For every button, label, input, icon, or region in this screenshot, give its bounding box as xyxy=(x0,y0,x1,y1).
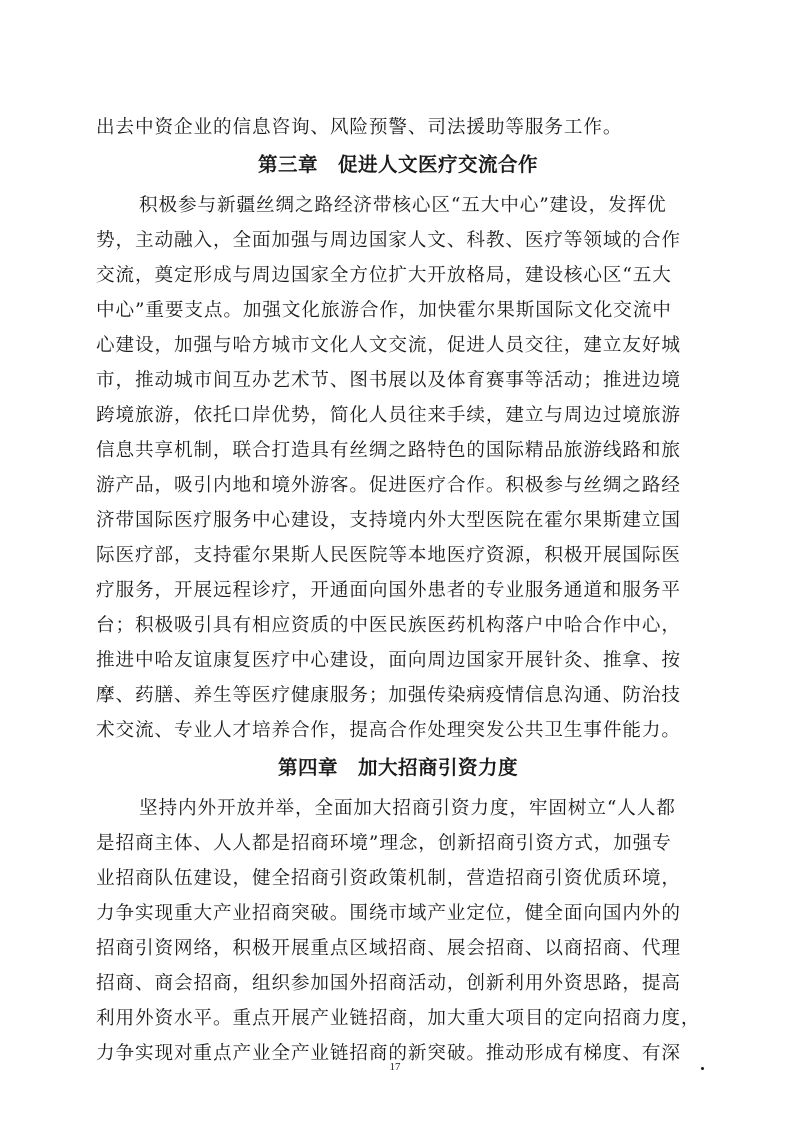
paragraph-line: 利用外资水平。重点开展产业链招商，加大重大项目的定向招商力度， xyxy=(96,1008,701,1029)
paragraph-line: 招商引资网络，积极开展重点区域招商、展会招商、以商招商、代理 xyxy=(96,938,681,959)
footer-dot xyxy=(701,1067,704,1070)
page-number: 17 xyxy=(389,1061,401,1073)
paragraph-line: 信息共享机制，联合打造具有丝绸之路特色的国际精品旅游线路和旅 xyxy=(96,440,681,461)
paragraph-line: 心建设，加强与哈方城市文化人文交流，促进人员交往，建立友好城 xyxy=(96,335,681,356)
paragraph-line: 交流，奠定形成与周边国家全方位扩大开放格局，建设核心区“五大 xyxy=(96,265,672,286)
paragraph-line: 势，主动融入，全面加强与周边国家人文、科教、医疗等领域的合作 xyxy=(96,230,681,251)
paragraph-line: 术交流、专业人才培养合作，提高合作处理突发公共卫生事件能力。 xyxy=(96,720,681,741)
chapter-3-heading: 第三章 促进人文医疗交流合作 xyxy=(257,153,538,176)
paragraph-line: 出去中资企业的信息咨询、风险预警、司法援助等服务工作。 xyxy=(96,117,623,138)
paragraph-line: 疗服务，开展远程诊疗，开通面向国外患者的专业服务通道和服务平 xyxy=(96,580,681,601)
paragraph-line: 台；积极吸引具有相应资质的中医民族医药机构落户中哈合作中心， xyxy=(96,615,681,636)
paragraph-line: 积极参与新疆丝绸之路经济带核心区“五大中心”建设，发挥优 xyxy=(139,195,667,216)
paragraph-line: 济带国际医疗服务中心建设，支持境内外大型医院在霍尔果斯建立国 xyxy=(96,510,681,531)
paragraph-line: 业招商队伍建设，健全招商引资政策机制，营造招商引资优质环境， xyxy=(96,868,681,889)
paragraph-line: 摩、药膳、养生等医疗健康服务；加强传染病疫情信息沟通、防治技 xyxy=(96,685,681,706)
paragraph-line: 力争实现对重点产业全产业链招商的新突破。推动形成有梯度、有深 xyxy=(96,1043,681,1064)
paragraph-line: 中心”重要支点。加强文化旅游合作，加快霍尔果斯国际文化交流中 xyxy=(96,300,672,321)
paragraph-line: 市，推动城市间互办艺术节、图书展以及体育赛事等活动；推进边境 xyxy=(96,370,681,391)
paragraph-line: 坚持内外开放并举，全面加大招商引资力度，牢固树立“人人都 xyxy=(139,798,676,819)
paragraph-line: 推进中哈友谊康复医疗中心建设，面向周边国家开展针灸、推拿、按 xyxy=(96,650,681,671)
paragraph-line: 际医疗部，支持霍尔果斯人民医院等本地医疗资源，积极开展国际医 xyxy=(96,545,681,566)
paragraph-line: 招商、商会招商，组织参加国外招商活动，创新利用外资思路，提高 xyxy=(96,973,681,994)
chapter-4-heading: 第四章 加大招商引资力度 xyxy=(277,756,518,779)
paragraph-line: 游产品，吸引内地和境外游客。促进医疗合作。积极参与丝绸之路经 xyxy=(96,475,681,496)
paragraph-line: 力争实现重大产业招商突破。围绕市域产业定位，健全面向国内外的 xyxy=(96,903,681,924)
paragraph-line: 跨境旅游，依托口岸优势，简化人员往来手续，建立与周边过境旅游 xyxy=(96,405,681,426)
paragraph-line: 是招商主体、人人都是招商环境”理念，创新招商引资方式，加强专 xyxy=(96,833,672,854)
